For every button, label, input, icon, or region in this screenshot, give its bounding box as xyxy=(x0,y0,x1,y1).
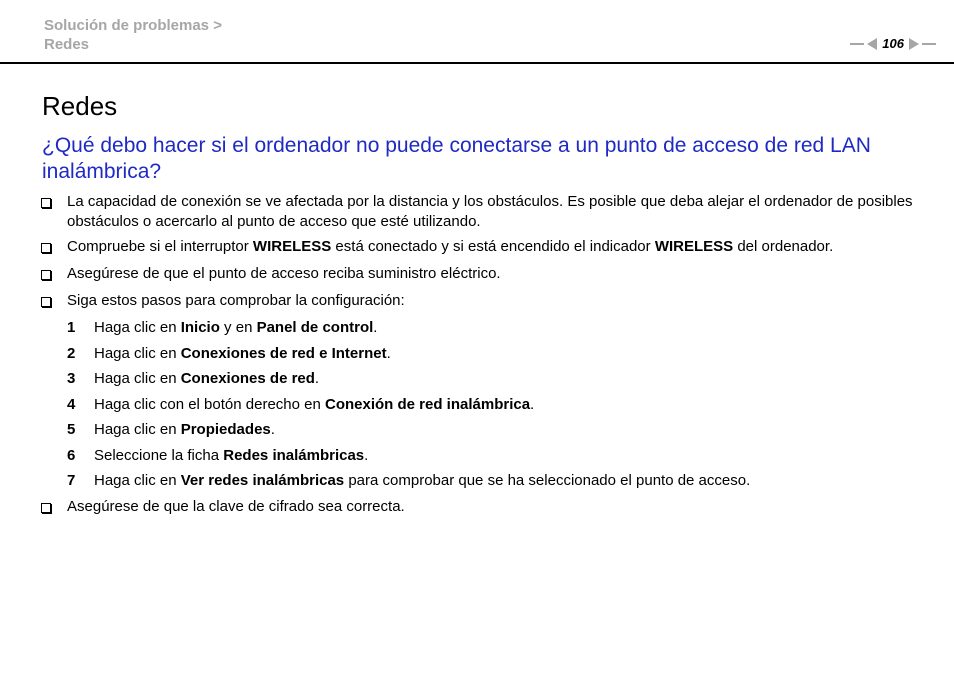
step-text: Haga clic con el botón derecho en Conexión de red inalámbrica. xyxy=(94,395,535,413)
step-text: Haga clic en Conexiones de red e Internet. xyxy=(94,344,391,362)
step-text: Haga clic en Inicio y en Panel de control. xyxy=(94,319,378,336)
step-number: 7 xyxy=(67,472,76,489)
next-page-arrow-icon[interactable] xyxy=(909,38,919,50)
step-number: 4 xyxy=(67,395,76,413)
breadcrumb-current[interactable]: Redes xyxy=(44,36,90,53)
step-number: 1 xyxy=(67,319,76,336)
step-text: Seleccione la ficha Redes inalámbricas. xyxy=(94,446,369,464)
bullet-text: Asegúrese de que el punto de acceso reciba suministro eléctrico. xyxy=(67,265,501,282)
bullet-item xyxy=(41,237,921,259)
step-item xyxy=(67,420,921,440)
checkbox-bullet-icon xyxy=(41,270,51,280)
step-item xyxy=(67,446,921,466)
checkbox-bullet-icon xyxy=(41,243,51,253)
step-number: 3 xyxy=(67,370,76,387)
bullet-text: La capacidad de conexión se ve afectada por la distancia y los obstáculos. Es posible que deba alejar el ordenador de posibles obstáculos o acercarlo al punto de acceso que esté utilizando. xyxy=(67,193,913,230)
step-number: 6 xyxy=(67,446,76,464)
page-navigation xyxy=(850,36,936,52)
step-number: 5 xyxy=(67,421,76,438)
wireless-indicator-label: WIRELESS xyxy=(654,238,734,255)
page-number: 106 xyxy=(882,36,904,51)
nav-line-right xyxy=(922,43,936,45)
previous-page-arrow-icon[interactable] xyxy=(867,38,877,50)
nav-line-left xyxy=(850,43,864,45)
page-title: Redes xyxy=(42,91,118,121)
breadcrumb-parent[interactable]: Solución de problemas > xyxy=(44,17,222,34)
bullet-item xyxy=(41,291,921,313)
bullet-text: Compruebe si el interruptor WIRELESS está conectado y si está encendido el indicador WIRELESS del ordenador. xyxy=(67,238,834,255)
step-item xyxy=(67,369,921,389)
step-text: Haga clic en Ver redes inalámbricas para comprobar que se ha seleccionado el punto de acceso. xyxy=(94,472,751,489)
wireless-switch-label: WIRELESS xyxy=(252,238,332,255)
step-item xyxy=(67,471,921,491)
step-number: 2 xyxy=(67,344,76,362)
steps-list xyxy=(67,318,921,491)
step-text: Haga clic en Conexiones de red. xyxy=(94,370,320,387)
section-question: ¿Qué debo hacer si el ordenador no puede conectarse a un punto de acceso de red LAN inalámbrica? xyxy=(42,134,871,183)
bullet-item xyxy=(41,192,921,232)
header-divider xyxy=(0,62,954,64)
step-item xyxy=(67,318,921,338)
step-text: Haga clic en Propiedades. xyxy=(94,421,275,438)
content xyxy=(41,192,921,524)
bullet-text: Asegúrese de que la clave de cifrado sea correcta. xyxy=(67,497,405,515)
checkbox-bullet-icon xyxy=(41,198,51,208)
step-item xyxy=(67,395,921,415)
bullet-text: Siga estos pasos para comprobar la configuración: xyxy=(67,292,405,309)
checkbox-bullet-icon xyxy=(41,503,51,513)
bullet-item xyxy=(41,497,921,519)
bullet-item xyxy=(41,264,921,286)
checkbox-bullet-icon xyxy=(41,297,51,307)
step-item xyxy=(67,344,921,364)
